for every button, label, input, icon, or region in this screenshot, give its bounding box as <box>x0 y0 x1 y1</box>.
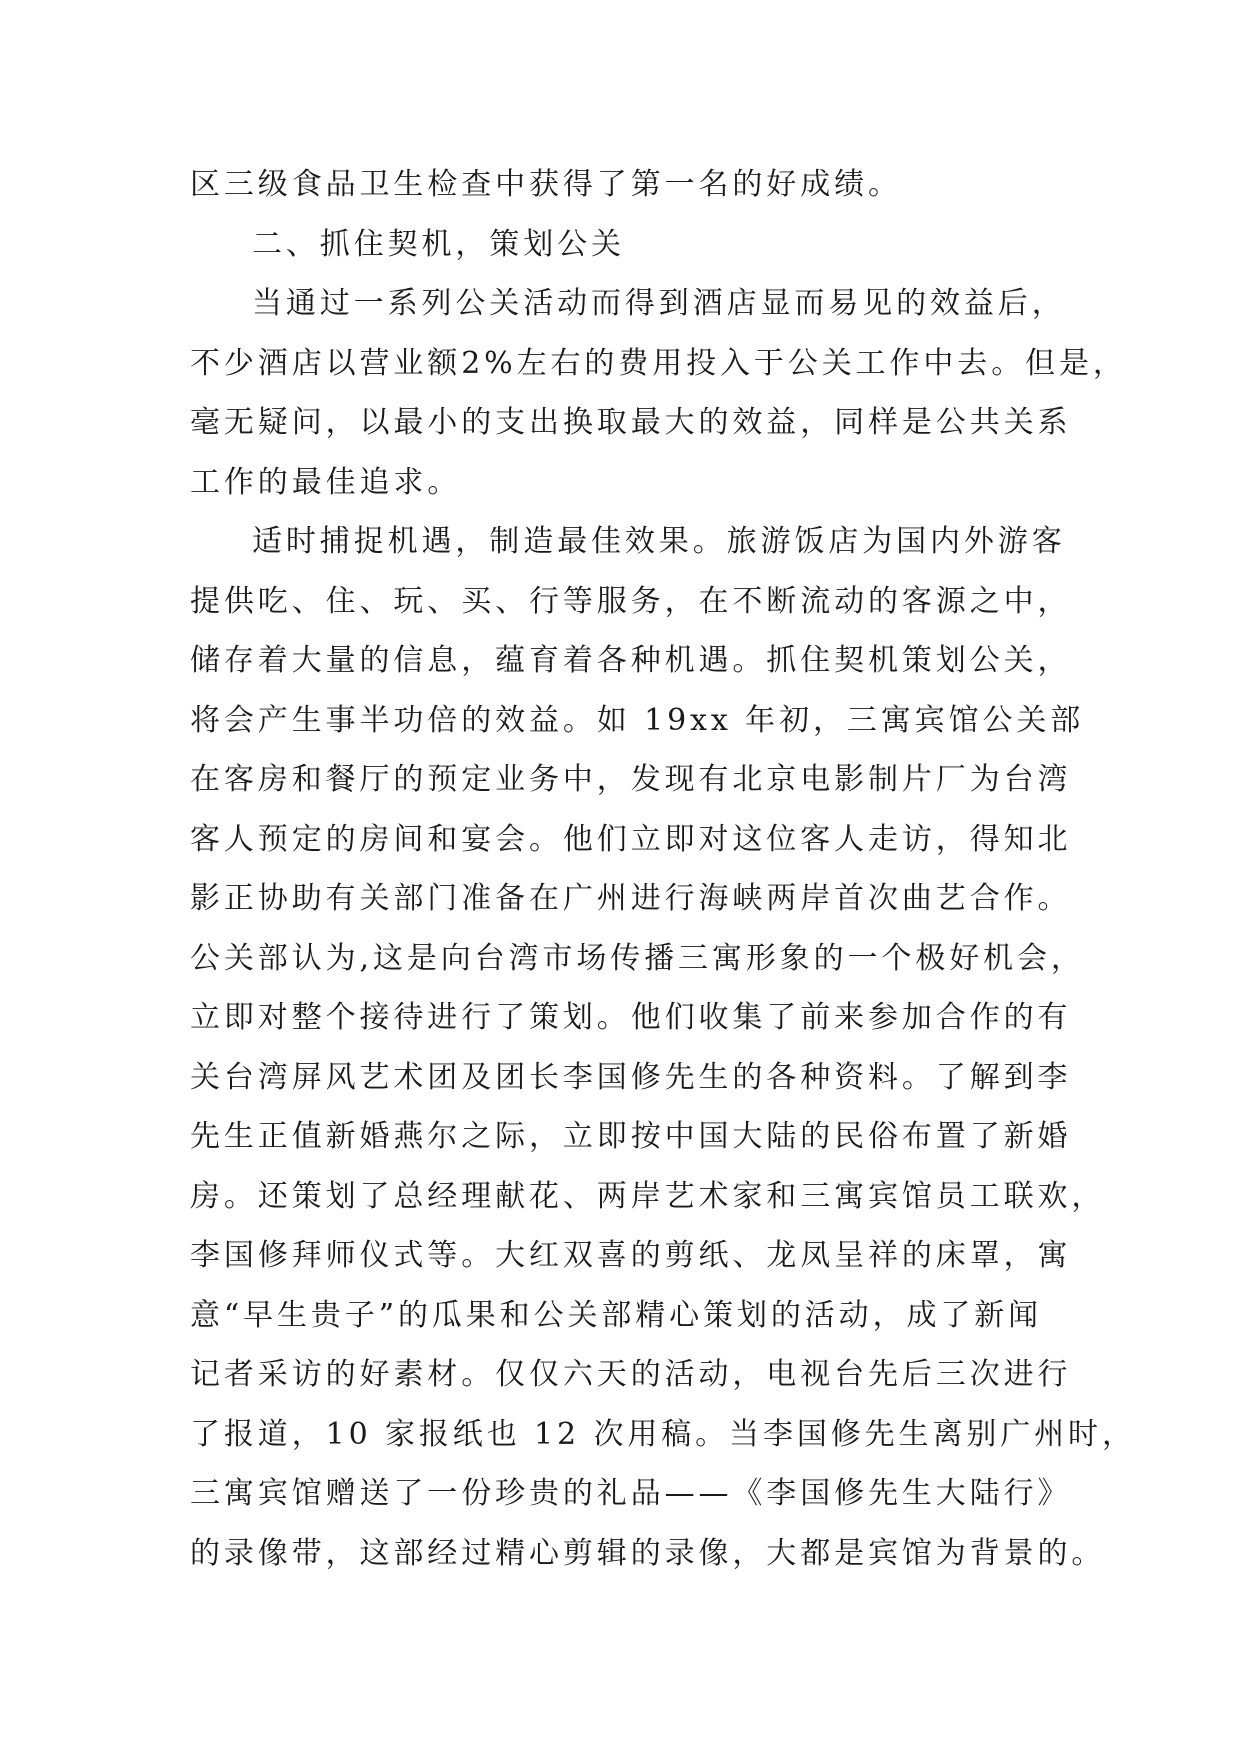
document-body <box>190 155 1136 1583</box>
paragraph-line: 毫无疑问，以最小的支出换取最大的效益，同样是公共关系 <box>190 405 1072 440</box>
paragraph-line: 区三级食品卫生检查中获得了第一名的好成绩。 <box>190 167 902 202</box>
paragraph-line: 三寓宾馆赠送了一份珍贵的礼品——《李国修先生大陆行》 <box>190 1476 1072 1511</box>
paragraph-line: 客人预定的房间和宴会。他们立即对这位客人走访，得知北 <box>190 821 1072 857</box>
paragraph-line: 工作的最佳追求。 <box>190 464 462 500</box>
paragraph-line: 影正协助有关部门准备在广州进行海峡两岸首次曲艺合作。 <box>190 881 1072 916</box>
paragraph-line: 房。还策划了总经理献花、两岸艺术家和三寓宾馆员工联欢， <box>190 1178 1106 1214</box>
paragraph-line: 将会产生事半功倍的效益。如 19xx 年初，三寓宾馆公关部 <box>190 702 1085 738</box>
paragraph-line: 储存着大量的信息，蕴育着各种机遇。抓住契机策划公关， <box>190 643 1072 678</box>
paragraph-line: 公关部认为,这是向台湾市场传播三寓形象的一个极好机会， <box>190 940 1085 976</box>
paragraph-line: 了报道，10 家报纸也 12 次用稿。当李国修先生离别广州时， <box>190 1416 1136 1452</box>
paragraph-line: 的录像带，这部经过精心剪辑的录像，大都是宾馆为背景的。 <box>190 1535 1106 1571</box>
paragraph-line: 在客房和餐厅的预定业务中，发现有北京电影制片厂为台湾 <box>190 762 1072 797</box>
paragraph-line: 提供吃、住、玩、买、行等服务，在不断流动的客源之中， <box>190 583 1072 619</box>
paragraph-line: 意“早生贵子”的瓜果和公关部精心策划的活动，成了新闻 <box>190 1297 1043 1333</box>
paragraph-line: 当通过一系列公关活动而得到酒店显而易见的效益后， <box>252 286 1066 321</box>
section-heading: 二、抓住契机，策划公关 <box>252 226 625 262</box>
paragraph-line: 关台湾屏风艺术团及团长李国修先生的各种资料。了解到李 <box>190 1059 1072 1095</box>
paragraph-line: 先生正值新婚燕尔之际，立即按中国大陆的民俗布置了新婚 <box>190 1119 1072 1154</box>
paragraph-line: 适时捕捉机遇，制造最佳效果。旅游饭店为国内外游客 <box>252 524 1066 559</box>
paragraph-line: 李国修拜师仪式等。大红双喜的剪纸、龙凤呈祥的床罩，寓 <box>190 1238 1072 1273</box>
paragraph-line: 立即对整个接待进行了策划。他们收集了前来参加合作的有 <box>190 1000 1072 1035</box>
paragraph-line: 记者采访的好素材。仅仅六天的活动，电视台先后三次进行 <box>190 1357 1072 1392</box>
paragraph-line: 不少酒店以营业额2%左右的费用投入于公关工作中去。但是， <box>190 345 1127 381</box>
